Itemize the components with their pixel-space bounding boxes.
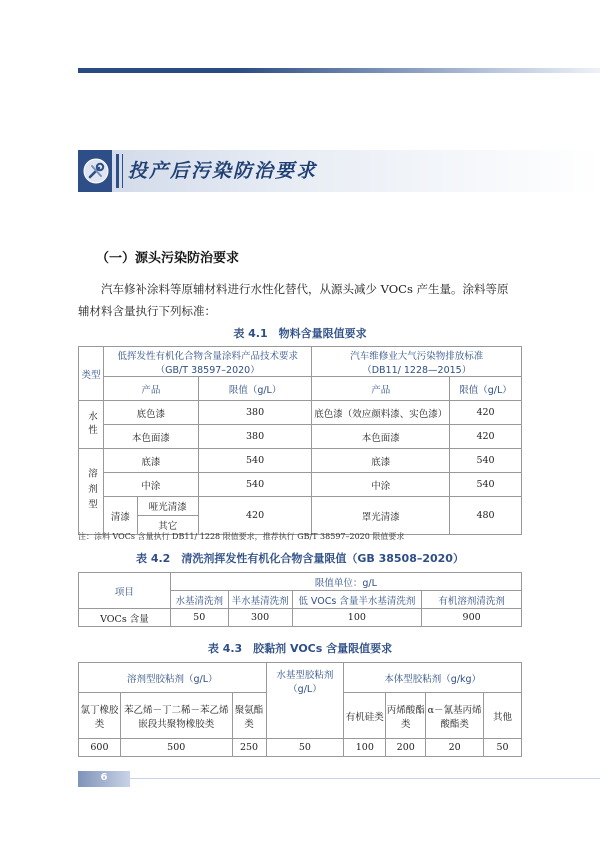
std1-limit-header: 限值（g/L） [198, 377, 312, 401]
row-label: VOCs 含量 [79, 609, 171, 627]
col-header: 半水基清洗剂 [228, 591, 292, 609]
table-cell: 底漆 [312, 449, 450, 473]
col-header: 有机硅类 [344, 693, 386, 739]
wrench-screwdriver-icon [83, 158, 109, 184]
table-cell: 540 [450, 449, 522, 473]
table-cell: 其它 [137, 516, 198, 535]
table2-caption: 表 4.2 清洗剂挥发性有机化合物含量限值（GB 38508–2020） [136, 552, 464, 565]
chapter-icon-box [78, 150, 112, 192]
table-cell: 50 [170, 609, 228, 627]
table-cell: 100 [292, 609, 422, 627]
table-cell: 底色漆（效应颜料漆、实色漆） [312, 401, 450, 425]
table-cell: 哑光清漆 [137, 497, 198, 516]
col-header: 低 VOCs 含量半水基清洗剂 [292, 591, 422, 609]
table-cell: 中涂 [312, 473, 450, 497]
table-cell: 200 [386, 739, 426, 757]
table-cell: 本色面漆 [103, 425, 198, 449]
chapter-divider-thin [122, 154, 123, 188]
chapter-title: 投产后污染防治要求 [128, 160, 318, 182]
table-cell: 380 [198, 401, 312, 425]
footer-rule [130, 778, 600, 779]
table-cell: 300 [228, 609, 292, 627]
std2-limit-header: 限值（g/L） [450, 377, 522, 401]
table-cell: 600 [79, 739, 121, 757]
header-rule [78, 68, 600, 73]
unit-header: 限值单位：g/L [170, 573, 521, 591]
std1-product-header: 产品 [103, 377, 198, 401]
table-cell: 罩光清漆 [312, 497, 450, 535]
table-cell: 480 [450, 497, 522, 535]
clear-coat-label: 清漆 [103, 497, 137, 535]
table3 [78, 662, 522, 757]
table-cell: 中涂 [103, 473, 198, 497]
table-cell: 540 [450, 473, 522, 497]
table3-caption: 表 4.3 胶黏剂 VOCs 含量限值要求 [207, 642, 393, 655]
table-cell: 底漆 [103, 449, 198, 473]
body-header: 本体型胶粘剂（g/kg） [344, 663, 522, 693]
chapter-divider [116, 154, 119, 188]
item-header: 项目 [79, 573, 171, 609]
table-cell: 50 [484, 739, 522, 757]
table-cell: 500 [120, 739, 232, 757]
table-cell: 420 [450, 401, 522, 425]
type-header: 类型 [79, 347, 104, 401]
col-header: 丙烯酸酯类 [386, 693, 426, 739]
col-header: 聚氨酯类 [232, 693, 266, 739]
group-water: 水性 [79, 401, 104, 449]
table-cell: 50 [266, 739, 344, 757]
table-cell: 540 [198, 449, 312, 473]
group-solvent: 溶剂型 [79, 449, 104, 535]
table1-caption: 表 4.1 物料含量限值要求 [233, 327, 367, 340]
table-cell: 底色漆 [103, 401, 198, 425]
chapter-banner [78, 150, 600, 192]
section-heading: （一）源头污染防治要求 [96, 251, 240, 266]
col-header: 水基清洗剂 [170, 591, 228, 609]
table-cell: 380 [198, 425, 312, 449]
table-cell: 900 [422, 609, 522, 627]
table1-note: 注：涂料 VOCs 含量执行 DB11/ 1228 限值要求，推荐执行 GB/T 38597–2020 限值要求 [78, 532, 405, 541]
table1 [78, 346, 522, 535]
table-cell: 420 [198, 497, 312, 535]
body-paragraph: 汽车修补涂料等原辅材料进行水性化替代，从源头减少 VOCs 产生量。涂料等原辅材料含量执行下列标准： [78, 282, 509, 318]
col-header: 有机溶剂清洗剂 [422, 591, 522, 609]
col-header: 苯乙烯－丁二稀－苯乙烯嵌段共聚物橡胶类 [120, 693, 232, 739]
table-cell: 本色面漆 [312, 425, 450, 449]
std1-header: 低挥发性有机化合物含量涂料产品技术要求 （GB/T 38597–2020） [103, 347, 312, 377]
table-cell: 540 [198, 473, 312, 497]
page-number: 6 [100, 772, 108, 783]
std2-product-header: 产品 [312, 377, 450, 401]
col-header: α－氰基丙烯酸酯类 [426, 693, 484, 739]
table-cell: 100 [344, 739, 386, 757]
water-header: 水基型胶粘剂（g/L） [266, 663, 344, 739]
std2-header: 汽车维修业大气污染物排放标准 （DB11/ 1228—2015） [312, 347, 522, 377]
table-cell: 420 [450, 425, 522, 449]
col-header: 其他 [484, 693, 522, 739]
col-header: 氯丁橡胶类 [79, 693, 121, 739]
table-cell: 20 [426, 739, 484, 757]
table-cell: 250 [232, 739, 266, 757]
solvent-header: 溶剂型胶粘剂（g/L） [79, 663, 267, 693]
table2 [78, 572, 522, 627]
